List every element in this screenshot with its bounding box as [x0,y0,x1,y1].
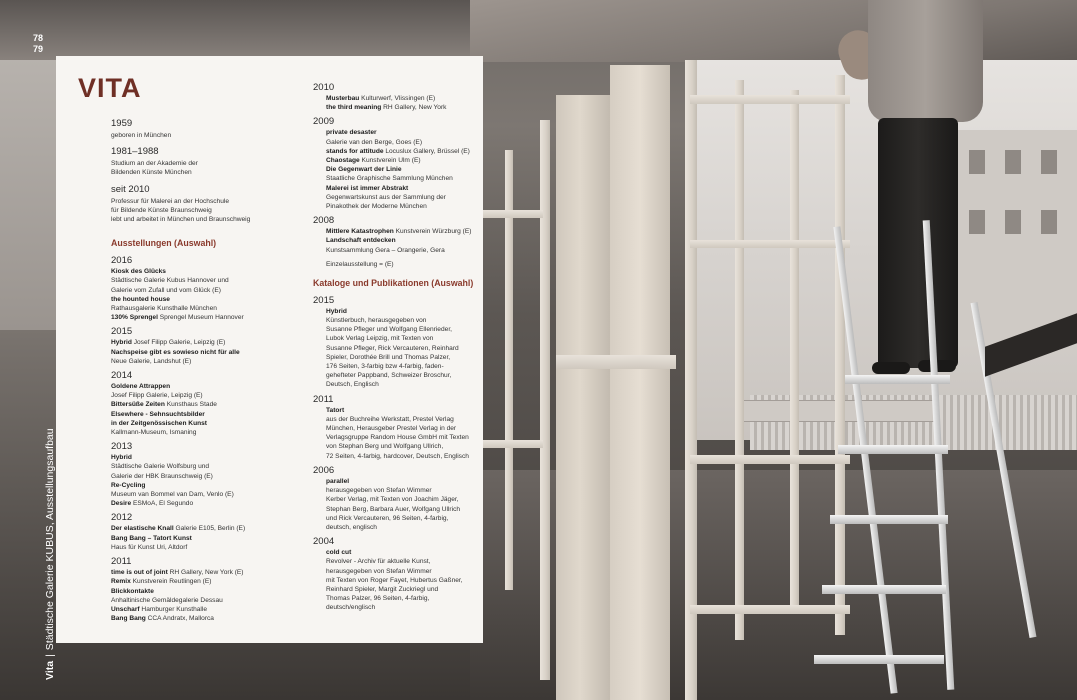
entry-line [326,316,483,325]
wood-stud [735,80,744,640]
photo-ceiling-slab [470,0,1077,62]
year-group [111,255,311,322]
ladder-step [830,515,948,524]
building-window [969,150,985,174]
vita-panel [56,56,483,643]
entry-detail: Städtische Galerie Wolfsburg und [111,463,210,471]
entry-line [326,603,483,612]
entry-line [326,236,483,245]
group-year: 2014 [111,370,133,382]
wood-plank [483,210,543,218]
entry-detail: Neue Galerie, Landshut (E) [111,357,192,365]
wood-plank [483,440,543,448]
wood-stud [685,60,697,700]
left-column [111,118,311,627]
year-group [111,326,311,366]
entry-detail: Haus für Kunst Uri, Altdorf [111,543,188,551]
entry-line [111,313,311,322]
group-year: 2016 [111,255,133,267]
right-column [313,82,483,617]
entry-detail: Deutsch, Englisch [326,381,379,389]
solo-exhibition-note: Einzelausstellung = (E) [326,260,394,268]
wood-stud [540,120,550,680]
year-group [313,215,483,255]
entry-title: Blickkontakte [111,587,154,595]
bio-item [111,146,311,177]
building-window [1005,150,1021,174]
entry-detail: Josef Filipp Galerie, Leipzig (E) [131,339,226,347]
entry-line [111,428,311,437]
entry-detail: Kunsthaus Stade [164,401,217,409]
entry-line [111,462,311,471]
entry-line [326,128,483,137]
entry-line [326,147,483,156]
bio-line: Professur für Malerei an der Hochschule [111,197,230,205]
entry-detail: Spieler, Dorothée Brill und Thomas Palzer, [326,353,451,361]
entry-line [326,557,483,566]
entry-line [326,514,483,523]
wood-panel [556,95,616,700]
entry-title: Musterbau [326,95,360,102]
entry-line [326,307,483,316]
building-window [1005,210,1021,234]
entry-line [326,94,483,103]
entry-title: Hybrid [111,339,132,347]
entry-detail: Lubok Verlag Leipzig, mit Texten von [326,335,434,343]
entry-detail: herausgegeben von Stefan Wimmer [326,567,432,575]
entry-line [326,174,483,183]
entry-title: Hybrid [326,307,347,315]
entry-title: the third meaning [326,104,382,112]
entry-title: the hounted house [111,295,170,303]
entry-line [111,348,311,357]
year-group [111,441,311,508]
entry-detail: Kunstverein Ulm (E) [359,157,421,165]
catalogues-heading: Kataloge und Publikationen (Auswahl) [313,277,474,288]
entry-detail: Rathausgalerie Kunsthalle München [111,305,217,313]
group-year: 2012 [111,512,133,524]
exhibitions-heading: Ausstellungen (Auswahl) [111,238,217,249]
entry-line [111,410,311,419]
building-window [969,210,985,234]
entry-title: parallel [326,477,350,485]
entry-line [326,138,483,147]
entry-title: stands for attitude [326,147,384,155]
year-group [313,295,483,390]
group-year: 2004 [313,536,335,548]
bio-year: seit 2010 [111,183,150,195]
entry-line [326,165,483,174]
group-year: 2009 [313,116,335,128]
entry-line [326,334,483,343]
entry-detail: 176 Seiten, 3-farbig bzw 4-farbig, faden- [326,363,444,371]
entry-line [111,472,311,481]
wood-plank [556,355,676,369]
entry-line [326,227,483,236]
entry-line [326,585,483,594]
wood-plank [690,605,850,614]
entry-detail: Revolver - Archiv für aktuelle Kunst, [326,558,431,566]
entry-detail: Locuslux Gallery, Brüssel (E) [383,147,470,155]
bio-year: 1981–1988 [111,146,159,158]
year-group [313,116,483,211]
entry-detail: Pinakothek der Moderne München [326,203,427,211]
page-number-left: 78 [33,33,44,43]
entry-line [326,156,483,165]
entry-line [326,353,483,362]
entry-detail: Galerie van den Berge, Goes (E) [326,138,423,146]
entry-detail: Künstlerbuch, herausgegeben von [326,317,427,325]
wood-plank [690,240,850,248]
entry-detail: Städtische Galerie Kubus Hannover und [111,277,229,285]
group-year: 2013 [111,441,133,453]
group-year: 2011 [313,393,334,405]
entry-detail: Hamburger Kunsthalle [139,605,208,613]
group-year: 2011 [111,556,132,568]
page-number-right: 79 [33,44,44,54]
entry-line [111,357,311,366]
year-group [111,512,311,552]
entry-detail: Kunstverein Würzburg (E) [393,228,472,236]
group-year: 2008 [313,215,335,227]
entry-detail: Susanne Pfleger, Rick Vercauteren, Reinhard [326,344,459,352]
entry-line [111,400,311,409]
entry-detail: Kunstverein Reutlingen (E) [130,578,212,586]
year-group [313,82,483,112]
entry-line [326,371,483,380]
entry-line [326,486,483,495]
entry-line [326,477,483,486]
entry-detail: Thomas Palzer, 96 Seiten, 4-farbig, [326,595,430,603]
entry-line [326,594,483,603]
entry-title: Re-Cycling [111,481,146,489]
entry-detail: Kulturwerf, Vlissingen (E) [359,95,436,102]
entry-title: Kiosk des Glücks [111,268,166,276]
year-group [313,536,483,612]
entry-line [326,433,483,442]
entry-detail: Staatliche Graphische Sammlung München [326,175,453,183]
entry-title: cold cut [326,549,352,557]
wood-stud [835,75,845,635]
entry-line [326,415,483,424]
entry-detail: Verlagsgruppe Random House GmbH mit Texten [326,434,469,442]
entry-detail: Kallmann-Museum, Ismaning [111,429,197,437]
entry-line [111,453,311,462]
entry-line [326,452,483,461]
page-title: VITA [78,73,142,103]
entry-line [111,568,311,577]
bio-line: Studium an der Akademie der [111,160,198,168]
entry-line [326,202,483,211]
entry-line [111,419,311,428]
entry-detail: RH Gallery, New York (E) [167,569,244,577]
entry-line [326,505,483,514]
running-title-separator: | [44,654,56,657]
page-numbers [33,33,43,55]
photo-left-wall [0,60,56,330]
wood-stud [790,90,799,610]
entry-title: Landschaft entdecken [326,237,396,245]
entry-title: Unscharf [111,605,140,613]
entry-line [326,567,483,576]
entry-title: private desaster [326,129,377,137]
entry-line [111,605,311,614]
entry-detail: ESMoA, El Segundo [131,500,194,508]
entry-line [111,596,311,605]
entry-line [111,577,311,586]
entry-detail: Galerie vom Zufall und vom Glück (E) [111,286,221,294]
entry-line [111,614,311,623]
entry-detail: Sprengel Museum Hannover [157,314,244,322]
person-legs [878,118,958,368]
entry-line [111,524,311,533]
entry-line [326,380,483,389]
entry-detail: herausgegeben von Stefan Wimmer [326,487,432,495]
entry-line [111,534,311,543]
entry-title: Die Gegenwart der Linie [326,166,402,174]
entry-line [326,442,483,451]
entry-line [111,267,311,276]
bio-item [111,184,311,225]
entry-detail: Galerie E105, Berlin (E) [173,525,246,533]
entry-detail: deutsch/englisch [326,604,376,612]
entry-detail: aus der Buchreihe Werkstatt, Prestel Verlag [326,415,454,423]
entry-line [111,543,311,552]
running-title-subtitle: Städtische Galerie KUBUS, Ausstellungsaufbau [44,428,56,651]
entry-detail: deutsch, englisch [326,523,377,531]
ladder-step [845,375,950,384]
entry-line [111,295,311,304]
building-window [1041,150,1057,174]
entry-line [111,499,311,508]
entry-title: Bittersüße Zeiten [111,401,165,409]
wood-panel [610,65,670,700]
entry-line [111,587,311,596]
entry-title: Goldene Attrappen [111,383,171,391]
entry-title: Mittlere Katastrophen [326,228,394,236]
entry-detail: Josef Filipp Galerie, Leipzig (E) [111,392,203,400]
entry-detail: Galerie der HBK Braunschweig (E) [111,472,213,480]
entry-title: Nachspeise gibt es sowieso nicht für alle [111,348,240,356]
ladder-step [822,585,946,594]
entry-title: time is out of joint [111,569,168,577]
group-year: 2015 [111,326,133,338]
entry-title: Malerei ist immer Abstrakt [326,184,409,192]
entry-title: Hybrid [111,454,132,462]
entry-detail: Stephan Berg, Barbara Auer, Wolfgang Ullrich [326,505,461,513]
entry-line [111,391,311,400]
group-year: 2010 [313,82,335,93]
entry-line [326,184,483,193]
entry-line [326,193,483,202]
bio-year: 1959 [111,118,133,129]
entry-line [326,548,483,557]
year-group [111,556,311,623]
exhibitions-list-left [111,255,311,623]
entry-line [326,424,483,433]
year-group [313,465,483,532]
entry-title: Bang Bang [111,615,146,623]
group-year: 2006 [313,464,335,476]
entry-title: Der elastische Knall [111,525,174,533]
entry-detail: CCA Andratx, Mallorca [145,615,214,623]
running-title [44,428,56,680]
entry-detail: München, Herausgeber Prestel Verlag in der [326,425,457,433]
entry-line [326,576,483,585]
wood-plank [690,95,850,104]
entry-title: Chaostage [326,157,360,165]
entry-detail: und Rick Vercauteren, 96 Seiten, 4-farbig, [326,514,449,522]
entry-detail: von Stephan Berg und Wolfgang Ullrich, [326,443,444,451]
person-shoe [872,362,910,374]
entry-line [326,362,483,371]
entry-detail: Anhaltinische Gemäldegalerie Dessau [111,596,223,604]
entry-title: Bang Bang – Tatort Kunst [111,534,192,542]
entry-title: 130% Sprengel [111,314,158,322]
entry-line [326,406,483,415]
entry-line [326,523,483,532]
entry-detail: Kerber Verlag, mit Texten von Joachim Jäger, [326,496,459,504]
ladder-step [838,445,948,454]
entry-detail: RH Gallery, New York [381,104,447,112]
entry-line [111,338,311,347]
bio-line: lebt und arbeitet in München und Braunschweig [111,216,251,224]
entry-line [111,276,311,285]
entry-title: Desire [111,500,132,508]
entry-line [326,495,483,504]
entry-detail: Reinhard Spieler, Margit Zuckriegl und [326,585,439,593]
bio-line: Bildenden Künste München [111,169,192,177]
entry-detail: Kunstsammlung Gera – Orangerie, Gera [326,246,445,254]
building-window [1041,210,1057,234]
entry-title: Elsewhere - Sehnsuchtsbilder [111,410,205,418]
running-title-section: Vita [44,660,56,680]
bio-list [111,118,311,224]
group-year: 2015 [313,294,335,306]
entry-detail: gehefteter Pappband, Schweizer Broschur, [326,372,452,380]
entry-line [111,304,311,313]
entry-line [326,344,483,353]
year-group [111,370,311,437]
exhibitions-list-right [313,82,483,255]
entry-detail: Museum van Bommel van Dam, Venlo (E) [111,491,234,499]
bio-line: für Bildende Künste Braunschweig [111,206,212,214]
entry-title: Remix [111,578,131,586]
person-torso [868,0,983,122]
entry-line [326,246,483,255]
entry-detail: mit Texten von Roger Fayet, Hubertus Gaßner, [326,576,463,584]
bio-line: geboren in München [111,132,172,139]
entry-line [111,286,311,295]
entry-detail: Gegenwartskunst aus der Sammlung der [326,193,446,201]
entry-line [111,481,311,490]
bio-item [111,118,311,140]
entry-detail: 72 Seiten, 4-farbig, hardcover, Deutsch, Englisch [326,452,469,460]
ladder-step [814,655,944,664]
entry-line [326,103,483,112]
entry-line [111,382,311,391]
entry-line [326,325,483,334]
year-group [313,394,483,461]
wood-plank [690,455,850,464]
entry-line [111,490,311,499]
entry-title: in der Zeitgenössischen Kunst [111,419,207,427]
entry-detail: Susanne Pfleger und Wolfgang Ellenrieder, [326,326,452,334]
catalogues-list [313,295,483,613]
entry-title: Tatort [326,406,345,414]
